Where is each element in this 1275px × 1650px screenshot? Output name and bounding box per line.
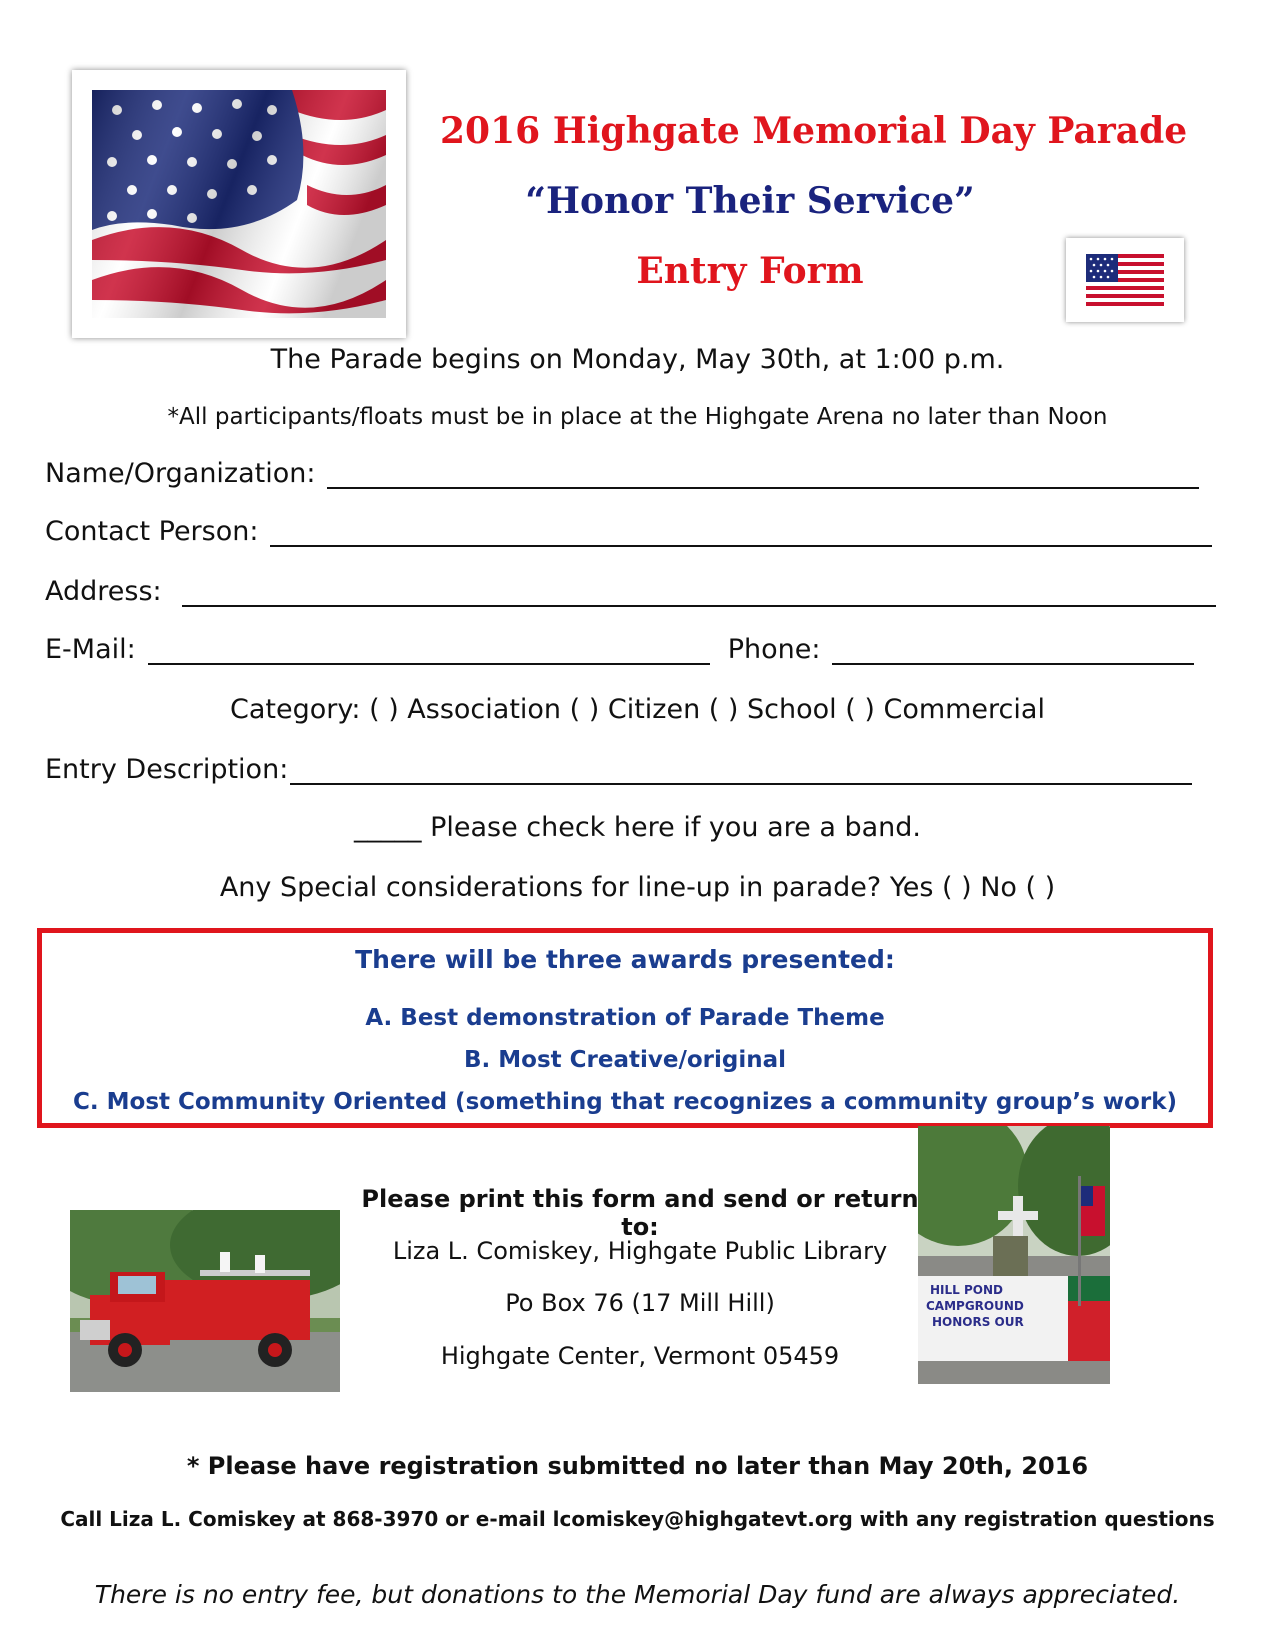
american-flag-icon [92, 90, 386, 318]
placement-note: *All participants/floats must be in place at the Highgate Arena no later than Noon [167, 404, 1108, 430]
name-row [45, 458, 1205, 489]
awards-box [37, 928, 1213, 1128]
description-row [45, 754, 1215, 785]
address-field[interactable] [182, 579, 1216, 607]
contact-label: Contact Person: [45, 516, 259, 547]
phone-label: Phone: [727, 634, 821, 665]
form-name: Entry Form [636, 250, 864, 292]
contact-row [45, 516, 1215, 547]
deadline-note: * Please have registration submitted no later than May 20th, 2016 [186, 1452, 1089, 1480]
fee-note: There is no entry fee, but donations to the Memorial Day fund are always appreciated. [94, 1580, 1181, 1609]
float-sign-text: CAMPGROUND [926, 1299, 1024, 1313]
award-item: A. Best demonstration of Parade Theme [365, 1005, 885, 1031]
band-checkbox-line[interactable]: _____ Please check here if you are a band. [353, 812, 921, 843]
fire-truck-icon [70, 1210, 340, 1392]
fire-truck-photo [70, 1210, 340, 1392]
theme-subtitle: “Honor Their Service” [525, 180, 975, 222]
page-title: 2016 Highgate Memorial Day Parade [440, 110, 1188, 152]
description-field[interactable] [290, 757, 1192, 785]
category-options[interactable]: Category: ( ) Association ( ) Citizen ( ) School ( ) Commercial [230, 694, 1045, 725]
return-name: Liza L. Comiskey, Highgate Public Library [392, 1237, 888, 1265]
return-heading: Please print this form and send or return to: [361, 1185, 919, 1241]
parade-start-line: The Parade begins on Monday, May 30th, at 1:00 p.m. [270, 344, 1005, 375]
email-label: E-Mail: [45, 634, 136, 665]
parade-float-photo [918, 1126, 1110, 1384]
flag-photo [72, 70, 406, 338]
award-item: B. Most Creative/original [463, 1047, 787, 1073]
small-american-flag-icon [1086, 254, 1164, 306]
contact-field[interactable] [270, 519, 1212, 547]
awards-heading: There will be three awards presented: [355, 945, 895, 974]
email-phone-row [45, 634, 1225, 665]
special-considerations-line[interactable]: Any Special considerations for line-up in parade? Yes ( ) No ( ) [219, 872, 1056, 903]
contact-info: Call Liza L. Comiskey at 868-3970 or e-mail lcomiskey@highgatevt.org with any registration questions [60, 1507, 1215, 1531]
parade-float-icon [918, 1126, 1110, 1384]
float-sign-text: HILL POND [930, 1283, 1003, 1297]
name-label: Name/Organization: [45, 458, 316, 489]
phone-field[interactable] [832, 637, 1194, 665]
description-label: Entry Description: [45, 754, 289, 785]
float-sign-text: HONORS OUR [932, 1315, 1024, 1329]
address-label: Address: [45, 576, 162, 607]
address-row [45, 576, 1225, 607]
small-flag-photo [1066, 238, 1184, 322]
email-field[interactable] [148, 637, 710, 665]
return-city: Highgate Center, Vermont 05459 [440, 1342, 840, 1370]
award-item: C. Most Community Oriented (something that recognizes a community group’s work) [73, 1089, 1177, 1115]
return-po-box: Po Box 76 (17 Mill Hill) [505, 1289, 775, 1317]
name-field[interactable] [327, 461, 1199, 489]
